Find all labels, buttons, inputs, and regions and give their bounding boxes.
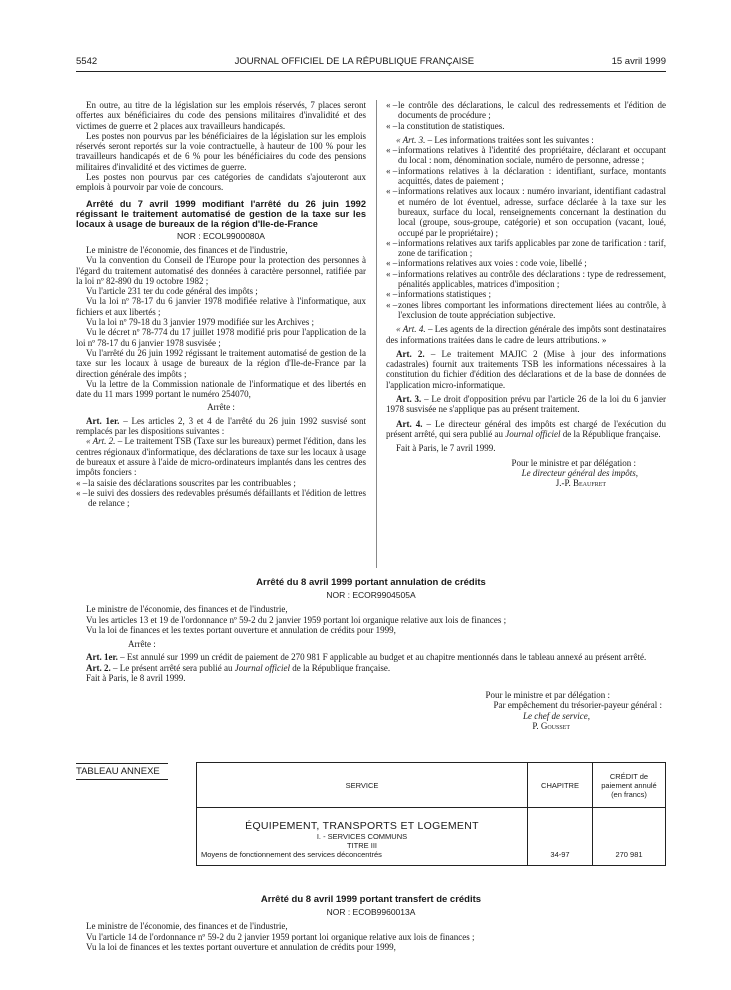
preamble-line: Vu l'article 231 ter du code général des impôts ; — [86, 286, 258, 297]
list-item: « – informations relatives aux tarifs applicables par zone de tarification : tarif, zone de tarification ; — [386, 237, 666, 259]
page-header — [76, 56, 666, 67]
article-label: Art. 1er. — [86, 415, 120, 426]
date-line: Fait à Paris, le 8 avril 1999. — [86, 673, 186, 683]
annexe-table — [196, 762, 666, 866]
arrete-title: Arrêté du 8 avril 1999 portant annulation de crédits — [256, 577, 486, 588]
signature-name: J.-P. Beaufret — [555, 478, 606, 489]
preamble-line: Vu la convention du Conseil de l'Europe pour la protection des personnes à l'égard du traitement automatisé des données à caractère personnel, ratifiée par la loi nº 82-890 du 19 octobre 1982 ; — [76, 255, 366, 286]
article-paragraph — [76, 436, 366, 477]
list-item: « – zones libres comportant les informations directement liées au contrôle, à l'exclusion de toute appréciation subjective. — [386, 299, 666, 320]
article-paragraph — [386, 349, 666, 390]
article-label: « Art. 4. — [396, 324, 426, 335]
signature-title: Le chef de service, — [523, 710, 590, 721]
article-label: Art. 2. — [86, 662, 111, 673]
signature-line: Pour le ministre et par délégation : — [485, 689, 610, 700]
arrete-keyword: Arrête : — [207, 402, 235, 413]
list-item: « – informations relatives à la déclaration : identifiant, surface, montants acquittés, dates de paiement ; — [386, 165, 666, 187]
preamble-line: Vu l'article 14 de l'ordonnance nº 59-2 du 2 janvier 1959 portant loi organique relative aux lois de finances ; — [86, 931, 475, 942]
preamble-line: Le ministre de l'économie, des finances et de l'industrie, — [86, 921, 288, 931]
intro-paragraph: En outre, au titre de la législation sur les emplois réservés, 7 places seront offertes aux bénéficiaires du code des pensions militaires d'invalidité et des victimes de guerre et 2 places aux travailleurs handicapés. — [76, 100, 366, 131]
page-number: 5542 — [76, 56, 98, 67]
preamble-line: Le ministre de l'économie, des finances et de l'industrie, — [86, 244, 288, 255]
article-paragraph: Art. 2. – Le présent arrêté sera publié au Journal officiel de la République française. — [86, 662, 391, 673]
column-header-service: SERVICE — [197, 763, 528, 808]
section-heading: I. - SERVICES COMMUNS — [197, 832, 528, 841]
titre-heading: TITRE III — [197, 841, 528, 850]
intro-paragraph: Les postes non pourvus par les bénéficiaires de la législation sur les emplois réservés seront reportés sur la voie contractuelle, à hauteur de 100 % pour les travailleurs handicapés et de 6 % pour les bénéficiaires du code des pensions militaires d'invalidité et des victimes de guerre. — [76, 130, 366, 172]
preamble-line: Vu l'arrêté du 26 juin 1992 régissant le traitement automatisé de gestion de la taxe sur les locaux à usage de bureaux de la région d'Ile-de-France par la direction générale des impôts ; — [76, 347, 366, 379]
article-paragraph — [76, 416, 366, 437]
article-text: – Est annulé sur 1999 un crédit de paiement de 270 981 F applicable au budget et au chapitre mentionnés dans le tableau annexé au présent arrêté. — [117, 652, 647, 662]
ministry-heading: ÉQUIPEMENT, TRANSPORTS ET LOGEMENT — [197, 808, 528, 833]
signature-line: Par empêchement du trésorier-payeur général : — [493, 700, 662, 710]
header-rule — [76, 71, 666, 72]
list-item: « – informations relatives au contrôle des déclarations : type de redressement, pénalités applicables, matrices d'imposition ; — [386, 268, 666, 290]
article-label: « Art. 3. — [396, 134, 426, 145]
article-text: – Les informations traitées sont les suivantes : — [425, 134, 594, 145]
intro-paragraph: Les postes non pourvus par ces catégories de candidats s'ajouteront aux emplois à pourvoir par voie de concours. — [76, 172, 366, 193]
article-paragraph — [386, 135, 666, 145]
column-header-chapitre: CHAPITRE — [528, 763, 593, 808]
nor-reference: NOR : ECOR9904505A — [326, 589, 416, 600]
article-text: – Les agents de la direction générale des impôts sont destinataires des informations traitées dans le cadre de leurs attributions. » — [386, 324, 666, 345]
article-paragraph — [386, 394, 666, 415]
preamble-line: Vu la loi de finances et les textes portant ouverture et annulation de crédits pour 1999, — [86, 625, 396, 635]
publication-date: 15 avril 1999 — [611, 56, 666, 67]
signature-title: Le directeur général des impôts, — [521, 467, 638, 478]
article-paragraph: Art. 4. – Le directeur général des impôts est chargé de l'exécution du présent arrêté, qui sera publié au Journal officiel de la République française. — [386, 418, 667, 439]
article-paragraph — [386, 324, 666, 345]
list-item: « – la saisie des déclarations souscrites par les contribuables ; — [76, 477, 296, 488]
preamble-line: Vu la lettre de la Commission nationale de l'informatique et des libertés en date du 11 mars 1999 portant le numéro 254070, — [76, 378, 366, 400]
list-item: « – le suivi des dossiers des redevables présumés défaillants et l'édition de lettres de relance ; — [76, 487, 366, 509]
preamble-line: Vu le décret nº 78-774 du 17 juillet 1978 modifié pris pour l'application de la loi nº 78-17 du 6 janvier 1978 susvisée ; — [76, 327, 366, 348]
list-item: « – informations relatives aux locaux : numéro invariant, identifiant cadastral et numéro de lot éventuel, adresse, surface déclarée à la taxe sur les bureaux, surface du local, renseignements concernant la destination du local (groupe, sous-groupe, catégorie) et son occupation (vacant, loué, occupé par le propriétaire) ; — [386, 186, 666, 238]
table-row — [197, 850, 666, 866]
row-chapitre: 34-97 — [528, 850, 593, 866]
arrete-keyword: Arrête : — [128, 638, 156, 649]
arrete-title: Arrêté du 7 avril 1999 modifiant l'arrêté du 26 juin 1992 régissant le traitement automatisé de gestion de la taxe sur les locaux à usage de bureaux de la région d'Ile-de-France — [76, 198, 366, 229]
article-label: Art. 3. — [396, 394, 422, 405]
signature-name: P. Gousset — [532, 721, 570, 731]
article-paragraph — [76, 652, 666, 663]
list-item: « – la constitution de statistiques. — [386, 120, 505, 131]
preamble-line: Vu la loi de finances et les textes portant ouverture et annulation de crédits pour 1999, — [86, 942, 396, 952]
nor-reference: NOR : ECOB9960013A — [326, 906, 416, 917]
journal-title: JOURNAL OFFICIEL DE LA RÉPUBLIQUE FRANÇAISE — [234, 56, 475, 67]
annexe-label: TABLEAU ANNEXE — [76, 763, 168, 780]
arrete-annulation — [76, 578, 666, 732]
article-label: « Art. 2. — [86, 436, 116, 447]
article-text: – Le traitement TSB (Taxe sur les bureaux) permet l'édition, dans les centres régionaux d'informatique, des déclarations de taxe sur les locaux à usage de bureaux et assure à l'aide de micro-ordinateurs implantés dans les centres des impôts fonciers : — [76, 436, 366, 478]
nor-reference: NOR : ECOL9900080A — [177, 230, 265, 241]
article-text: – Le traitement MAJIC 2 (Mise à jour des informations cadastrales) fournit aux traitements TSB les informations nécessaires à la constitution du fichier d'édition des déclarations et de la base de données de l'application micro-informatique. — [386, 348, 666, 390]
column-header-credit: CRÉDIT de paiement annulé (en francs) — [593, 763, 666, 808]
list-item: « – informations relatives aux voies : code voie, libellé ; — [386, 258, 587, 269]
article-text: – Le droit d'opposition prévu par l'article 26 de la loi du 6 janvier 1978 susvisée ne s'applique pas au présent traitement. — [386, 394, 666, 415]
list-item: « – informations relatives à l'identité des propriétaire, déclarant et occupant du local : nom, dénomination sociale, numéro de personne, adresse ; — [386, 145, 666, 166]
journal-reference: Journal officiel — [505, 428, 561, 439]
preamble-line: Vu la loi nº 79-18 du 3 janvier 1979 modifiée sur les Archives ; — [86, 317, 314, 328]
arrete-transfert — [76, 895, 666, 953]
right-column — [386, 100, 666, 488]
signature-line: Pour le ministre et par délégation : — [511, 457, 636, 468]
row-label: Moyens de fonctionnement des services déconcentrés — [197, 850, 528, 866]
article-text: – Les articles 2, 3 et 4 de l'arrêté du 26 juin 1992 susvisé sont remplacés par les dispositions suivantes : — [76, 415, 366, 437]
preamble-line: Le ministre de l'économie, des finances et de l'industrie, — [86, 604, 288, 614]
column-divider — [376, 100, 377, 568]
date-line: Fait à Paris, le 7 avril 1999. — [396, 443, 496, 454]
arrete-title: Arrêté du 8 avril 1999 portant transfert de crédits — [260, 894, 482, 905]
article-label: Art. 4. — [396, 418, 423, 429]
list-item: « – le contrôle des déclarations, le calcul des redressements et l'édition de documents de procédure ; — [386, 100, 666, 121]
journal-reference: Journal officiel — [234, 662, 290, 673]
article-label: Art. 2. — [396, 348, 425, 359]
list-item: « – informations statistiques ; — [386, 289, 491, 300]
preamble-line: Vu les articles 13 et 19 de l'ordonnance nº 59-2 du 2 janvier 1959 portant loi organique relative aux lois de finances ; — [86, 614, 507, 625]
preamble-line: Vu la loi nº 78-17 du 6 janvier 1978 modifiée relative à l'informatique, aux fichiers et aux libertés ; — [76, 296, 366, 317]
row-credit: 270 981 — [593, 850, 666, 866]
article-label: Art. 1er. — [86, 652, 118, 662]
left-column — [76, 100, 366, 508]
